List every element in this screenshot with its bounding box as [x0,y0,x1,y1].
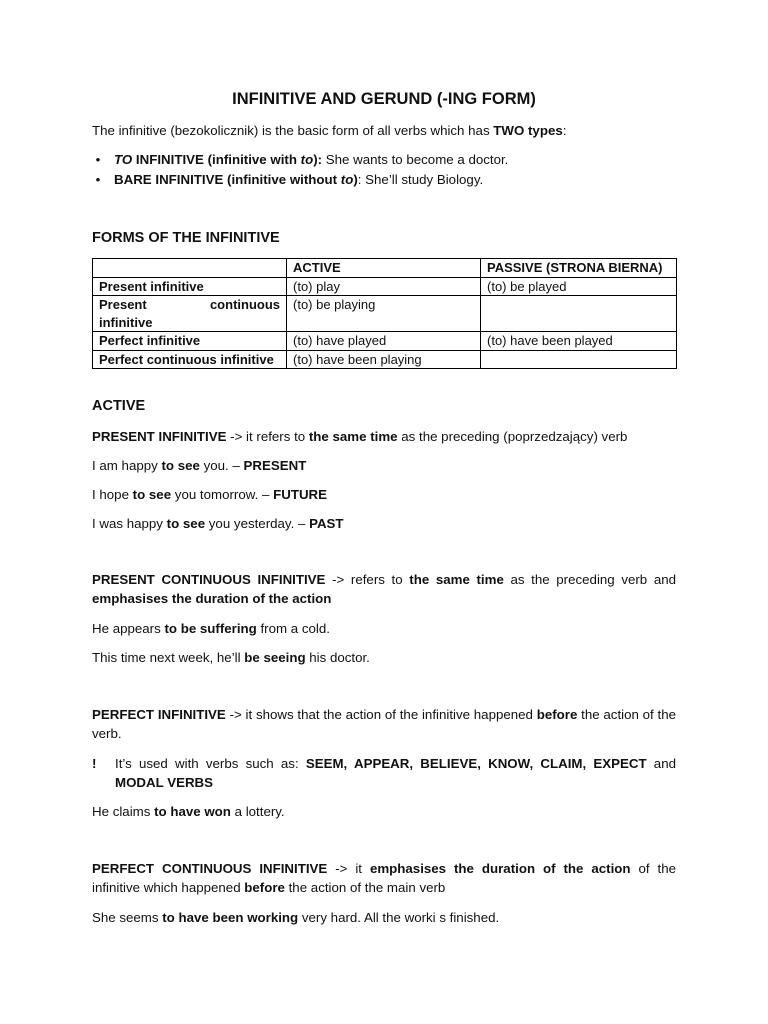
row-label-part: infinitive [99,314,153,330]
example-text: his doctor. [305,650,370,665]
rule-text: the action of the main verb [284,880,446,895]
example-emphasis: to have been working [162,910,299,925]
table-row-label: Perfect continuous infinitive [93,350,287,369]
example-emphasis: to see [161,458,200,473]
table-cell: (to) have been played [481,332,677,351]
table-cell: (to) play [287,277,481,296]
table-header-cell: PASSIVE (STRONA BIERNA) [481,259,677,278]
present-infinitive-rule [92,427,676,446]
example-text: I was happy [92,516,167,531]
example-text: He appears [92,621,165,636]
tense-tag: PAST [309,516,344,531]
table-header-cell: ACTIVE [287,259,481,278]
example-text: you yesterday. – [205,516,310,531]
type-label-end: ): [313,152,323,167]
example-emphasis: be seeing [244,650,306,665]
rule-text: -> it refers to [226,429,309,444]
example-sentence [92,802,676,821]
example-text: very hard. All the worki s finished. [298,910,500,925]
rule-label: PERFECT INFINITIVE [92,707,226,722]
note-verbs: MODAL VERBS [115,775,214,790]
rule-label: PERFECT CONTINUOUS INFINITIVE [92,861,328,876]
to-italic: TO [114,152,133,167]
table-row-label: Perfect infinitive [93,332,287,351]
forms-table [92,258,677,369]
present-continuous-rule [92,570,676,608]
rule-text: -> refers to [325,572,410,587]
note-text: and [646,756,676,771]
rule-emphasis: before [244,880,285,895]
intro-paragraph [92,121,676,140]
example-sentence [92,456,676,475]
example-sentence [92,619,676,638]
list-item [92,150,676,170]
row-label-part: continuous [209,297,280,312]
rule-emphasis: emphasises the duration of the action [92,591,332,606]
table-cell: (to) have been playing [287,350,481,369]
bullet-icon: • [95,152,101,167]
usage-note [92,754,676,792]
table-cell: (to) be played [481,277,677,296]
type-label: BARE INFINITIVE (infinitive without [114,172,341,187]
rule-text: the action of the verb. [92,707,676,741]
example-sentence [92,908,676,927]
example-emphasis: to have won [154,804,231,819]
table-cell [481,350,677,369]
example-text: from a cold. [256,621,330,636]
rule-text: as the preceding verb and [503,572,677,587]
perfect-infinitive-rule [92,705,676,743]
rule-text: of the infinitive which happened [92,861,676,895]
table-header-cell [93,259,287,278]
to-italic: to [340,172,354,187]
intro-end: : [562,123,567,138]
forms-heading: FORMS OF THE INFINITIVE [92,230,280,246]
table-row [93,277,677,296]
active-heading: ACTIVE [92,398,146,414]
rule-label: PRESENT CONTINUOUS INFINITIVE [92,572,326,587]
table-row [93,350,677,369]
example-text: I am happy [92,458,162,473]
table-row [93,332,677,351]
rule-emphasis: emphasises the duration of the action [369,861,631,876]
rule-label: PRESENT INFINITIVE [92,429,227,444]
type-label: INFINITIVE (infinitive with [132,152,301,167]
type-example: She wants to become a doctor. [322,152,509,167]
rule-emphasis: the same time [409,572,504,587]
perfect-continuous-rule [92,859,676,897]
example-emphasis: to see [166,516,206,531]
example-sentence [92,485,676,504]
example-text: She seems [92,910,163,925]
table-cell: (to) have played [287,332,481,351]
tense-tag: FUTURE [273,487,328,502]
intro-bold: TWO types [493,123,563,138]
rule-text: -> it shows that the action of the infinitive happened [225,707,537,722]
type-example: : She’ll study Biology. [357,172,484,187]
page-title: INFINITIVE AND GERUND (-ING FORM) [232,90,536,108]
table-cell [481,296,677,332]
example-sentence [92,648,676,667]
table-row [93,296,677,332]
rule-emphasis: before [536,707,578,722]
example-sentence [92,514,676,533]
rule-text: as the preceding (poprzedzający) verb [397,429,628,444]
list-item [92,170,676,190]
bullet-icon: • [95,172,101,187]
example-text: you. – [199,458,244,473]
example-text: He claims [92,804,155,819]
rule-text: -> it [327,861,370,876]
example-emphasis: to be suffering [164,621,257,636]
type-label-end: ) [353,172,358,187]
exclamation-icon: ! [92,756,97,771]
table-row-label: Present infinitive [93,277,287,296]
note-verbs: SEEM, APPEAR, BELIEVE, KNOW, CLAIM, EXPECT [305,756,647,771]
table-row-label [93,296,287,332]
table-cell: (to) be playing [287,296,481,332]
tense-tag: PRESENT [243,458,307,473]
example-emphasis: to see [132,487,172,502]
example-text: you tomorrow. – [171,487,274,502]
to-italic: to [300,152,314,167]
row-label-part: Present [99,297,147,312]
table-header-row [93,259,677,278]
example-text: a lottery. [230,804,285,819]
intro-text: The infinitive (bezokolicznik) is the basic form of all verbs which has [92,123,494,138]
example-text: This time next week, he’ll [92,650,245,665]
example-text: I hope [92,487,133,502]
note-text: It’s used with verbs such as: [115,756,306,771]
rule-emphasis: the same time [308,429,398,444]
infinitive-types-list [92,150,676,190]
